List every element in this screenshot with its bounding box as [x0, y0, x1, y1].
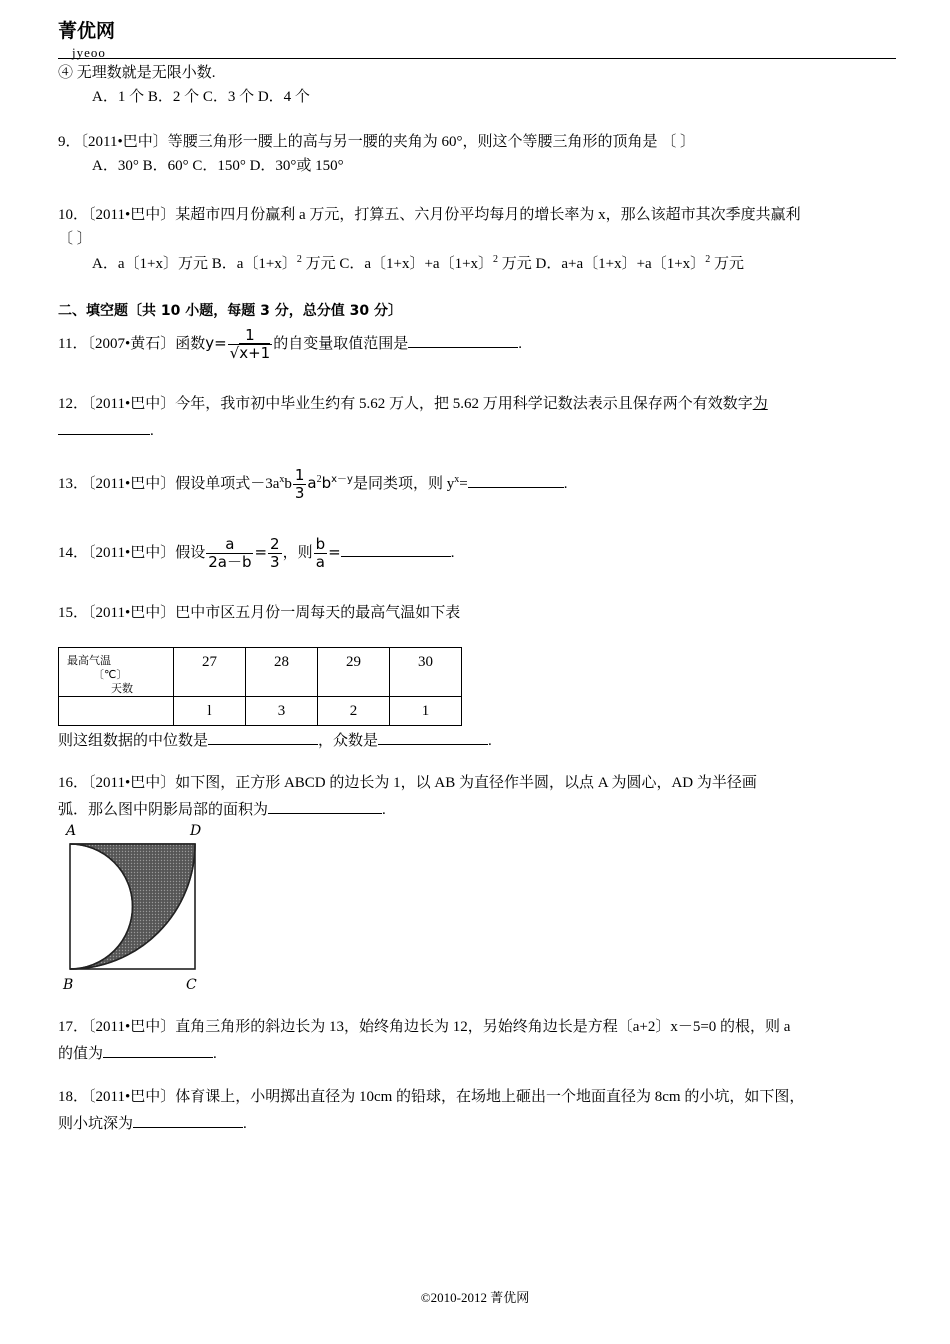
q12-text: 12．〔2011•巴中〕今年，我市初中毕业生约有 5.62 万人，把 5.62 万用科学记数法表示且保存两个有效数字 [58, 396, 753, 412]
q13 [58, 462, 567, 505]
q10-exp-b: 2 [296, 254, 302, 265]
q15-answers [58, 730, 492, 750]
q12-stem [58, 395, 768, 413]
q16-line2 [58, 799, 386, 819]
q16-line2-text: 弧．那么图中阴影局部的面积为 [58, 802, 269, 818]
label-a: A [66, 823, 77, 839]
q13-exp-x: x [279, 474, 285, 485]
label-c: C [186, 977, 197, 993]
q9-stem: 9．〔2011•巴中〕等腰三角形一腰上的高与另一腰的夹角为 60°，则这个等腰三角形的顶角是 〔 〕 [58, 134, 695, 150]
footer-copyright: ©2010-2012 菁优网 [420, 1290, 530, 1305]
q13-suffix: 是同类项，则 y [352, 476, 455, 492]
q12-line2 [58, 420, 154, 440]
q11 [58, 322, 522, 365]
q14-denominator-3: a [315, 553, 325, 572]
q11-end: . [518, 336, 522, 352]
q13-numerator: 1 [294, 466, 305, 485]
q15-mode-label: ，众数是 [318, 733, 379, 749]
label-d: D [190, 823, 202, 839]
q12-answer-blank[interactable] [58, 420, 150, 435]
q13-answer-blank[interactable] [468, 473, 564, 488]
q18-answer-blank[interactable] [133, 1113, 243, 1128]
table-header-cell [59, 648, 174, 697]
q11-numerator: 1 [228, 327, 273, 345]
table-cell-empty [59, 697, 174, 726]
q10-stem: 10．〔2011•巴中〕某超市四月份赢利 a 万元，打算五、六月份平均每月的增长率为 x，那么该超市其次季度共赢利 [58, 207, 801, 223]
q15-stem: 15．〔2011•巴中〕巴中市区五月份一周每天的最高气温如下表 [58, 605, 461, 621]
q13-exp-yx: x [454, 474, 460, 485]
header-days: 天数 [111, 682, 133, 695]
q14-prefix: 14．〔2011•巴中〕假设 [58, 545, 206, 561]
q14-eq-2: = [328, 543, 341, 561]
q17-line2 [58, 1043, 217, 1063]
label-b: B [63, 977, 74, 993]
brand-subtitle: jyeoo [72, 45, 106, 60]
q11-radicand: x+1 [239, 344, 271, 363]
q14-end: . [450, 545, 455, 561]
q13-b: b [284, 476, 292, 492]
q14-fraction-2 [268, 536, 282, 571]
q10-exp-c: 2 [493, 254, 499, 265]
table-cell: l [174, 697, 246, 726]
q9-options: A．30° B．60° C．150° D．30°或 150° [92, 158, 344, 174]
q16-end: . [382, 802, 386, 818]
table-cell: 3 [246, 697, 318, 726]
q16-stem: 16．〔2011•巴中〕如下图，正方形 ABCD 的边长为 1，以 AB 为直径作半圆，以点 A 为圆心，AD 为半径画 [58, 775, 757, 791]
q10-option-c: 万元 C．a〔1+x〕+a〔1+x〕 [301, 256, 494, 272]
q15-median-blank[interactable] [208, 730, 318, 745]
q14-numerator-2: 2 [270, 535, 280, 554]
q17-answer-blank[interactable] [103, 1043, 213, 1058]
q17-end: . [213, 1046, 217, 1062]
q11-y: y= [205, 334, 227, 352]
q17-stem: 17．〔2011•巴中〕直角三角形的斜边长为 13，始终角边长为 12，另始终角边长是方程〔a+2〕x－5=0 的根，则 a [58, 1019, 791, 1035]
q14-denominator-1: 2a－b [208, 553, 252, 572]
q13-prefix: 13．〔2011•巴中〕假设单项式－3a [58, 476, 280, 492]
q13-end: . [563, 476, 568, 492]
q11-denominator: √x+1 [229, 344, 271, 363]
temperature-table [58, 647, 462, 726]
q12-tail: 为 [752, 396, 768, 412]
table-cell: 30 [390, 648, 462, 697]
q15-mode-blank[interactable] [378, 730, 488, 745]
q14-answer-blank[interactable] [341, 542, 451, 557]
q14-numerator-3: b [315, 535, 326, 554]
q10-options [92, 255, 744, 273]
q10-option-a-b: A．a〔1+x〕万元 B．a〔1+x〕 [92, 256, 297, 272]
table-cell: 2 [318, 697, 390, 726]
q13-exp-xy: x－y [331, 474, 353, 485]
q14-numerator-1: a [206, 536, 253, 554]
q13-denominator: 3 [294, 484, 305, 503]
table-row [59, 697, 462, 726]
table-cell: 1 [390, 697, 462, 726]
q8-options: A．1 个 B．2 个 C．3 个 D．4 个 [92, 89, 310, 105]
section-title-fill-blank: 二、填空题〔共 10 小题，每题 3 分，总分值 30 分〕 [58, 303, 402, 319]
q10-paren: 〔 〕 [58, 231, 92, 247]
q10-unit: 万元 [710, 256, 744, 272]
q13-a: a [307, 474, 317, 492]
q12-end: . [150, 423, 154, 439]
table-cell: 29 [318, 648, 390, 697]
table-cell: 27 [174, 648, 246, 697]
q10-option-d: 万元 D．a+a〔1+x〕+a〔1+x〕 [498, 256, 706, 272]
q18-line2 [58, 1113, 247, 1133]
q13-exp-2: 2 [316, 474, 322, 485]
q14-fraction-3 [314, 536, 328, 571]
q18-stem: 18．〔2011•巴中〕体育课上，小明掷出直径为 10cm 的铅球，在场地上砸出一个地面直径为 8cm 的小坑，如下图， [58, 1089, 805, 1105]
q16-figure [58, 820, 218, 996]
q13-fraction [293, 467, 307, 502]
q11-suffix: 的自变量取值范围是 [273, 336, 409, 352]
q15-end: . [488, 733, 492, 749]
q14-fraction-1 [206, 536, 253, 571]
q17-line2-text: 的值为 [58, 1046, 104, 1062]
q15-median-label: 则这组数据的中位数是 [58, 733, 209, 749]
header-unit: 〔℃〕 [93, 668, 128, 681]
q14-eq-1: = [254, 543, 268, 561]
q18-line2-text: 则小坑深为 [58, 1116, 134, 1132]
table-row [59, 648, 462, 697]
q11-answer-blank[interactable] [408, 333, 518, 348]
q16-answer-blank[interactable] [268, 799, 382, 814]
q14-mid: ，则 [282, 545, 313, 561]
q11-fraction [228, 327, 273, 362]
table-cell: 28 [246, 648, 318, 697]
q13-eq: = [459, 476, 468, 492]
q13-b2: b [321, 474, 332, 492]
header-max-temp: 最高气温 [67, 654, 111, 667]
brand-logo: 菁优网 [58, 20, 116, 42]
q14 [58, 531, 454, 574]
q10-exp-d: 2 [705, 254, 711, 265]
q18-end: . [243, 1116, 247, 1132]
header-divider [58, 58, 896, 59]
q11-prefix: 11．〔2007•黄石〕函数 [58, 336, 206, 352]
q8-item-4: ④ 无理数就是无限小数. [58, 65, 216, 81]
q14-denominator-2: 3 [270, 553, 280, 572]
